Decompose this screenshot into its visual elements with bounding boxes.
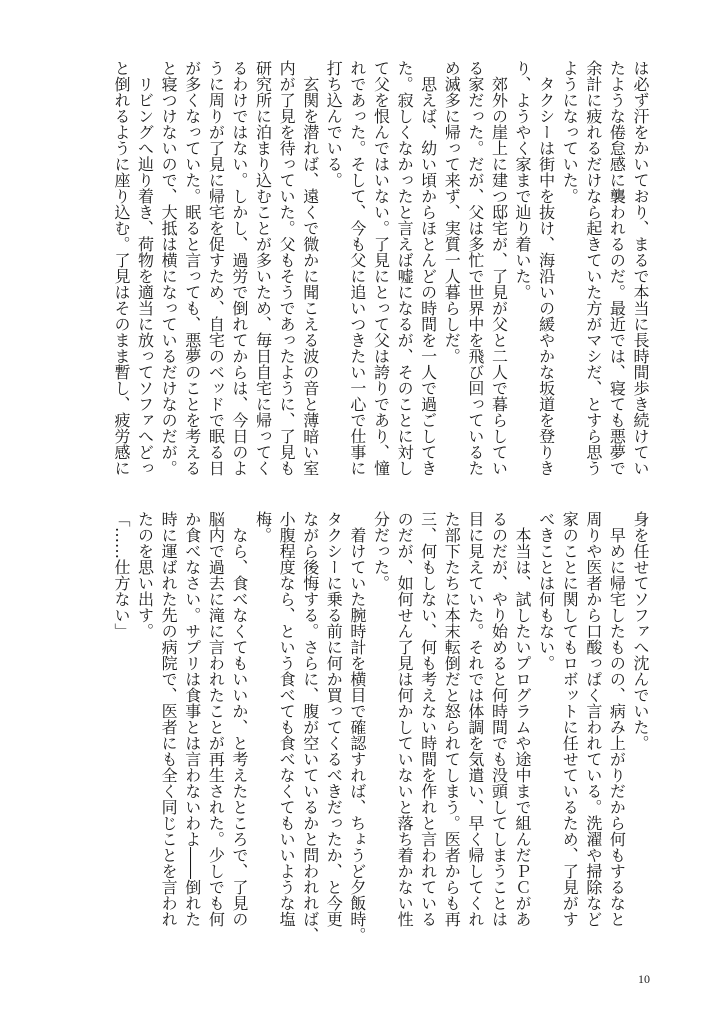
text-line: 三、何もしない、何も考えない時間を作れと言われている: [418, 511, 438, 927]
text-line: タクシーに乗る前に何か買ってくるべきだったか、と今更: [324, 511, 344, 927]
text-line: 玄関を潜れば、遠くで微かに聞こえる波の音と薄暗い室: [300, 60, 320, 476]
text-line: 梅。: [253, 511, 273, 543]
text-line: 余計に疲れるだけなら起きていた方がマシだ、とすら思う: [583, 60, 603, 476]
text-line: うに周りが了見に帰宅を促すため、自宅のベッドで眠る日: [206, 60, 226, 476]
text-block-bottom: [109, 511, 652, 941]
text-line: たような倦怠感に襲われるのだ。最近では、寝ても悪夢で: [607, 60, 627, 476]
text-line: た部下たちに本末転倒だと怒られてしまう。医者からも再: [442, 511, 462, 927]
text-line: ようになっていた。: [560, 60, 580, 204]
text-line: 「……仕方ない」: [111, 511, 131, 639]
page-number: 10: [638, 972, 650, 986]
text-line: ながら後悔する。さらに、腹が空いているかと問われれば、: [300, 511, 320, 943]
text-line: なら、食べなくてもいいか、と考えたところで、了見の: [229, 511, 249, 927]
text-line: リビングへ辿り着き、荷物を適当に放ってソファへどっ: [135, 60, 155, 476]
text-line: 着けていた腕時計を横目で確認すれば、ちょうど夕飯時。: [347, 511, 367, 943]
text-line: タクシーは街中を抜け、海沿いの緩やかな坂道を登りき: [536, 60, 556, 476]
text-block-top: [109, 60, 652, 490]
text-line: 郊外の崖上に建つ邸宅が、了見が父と二人で暮らしてい: [489, 60, 509, 476]
text-line: 周りや医者から口酸っぱく言われている。洗濯や掃除など: [583, 511, 603, 927]
text-line: 早めに帰宅したものの、病み上がりだから何もするなと: [607, 511, 627, 927]
text-line: のだが、如何せん了見は何かしていないと落ち着かない性: [395, 511, 415, 927]
text-line: 小腹程度なら、という食べても食べなくてもいいような塩: [277, 511, 297, 927]
text-line: て父を恨んではいない。了見にとって父は誇りであり、憧: [371, 60, 391, 476]
text-line: 家のことに関してもロボットに任せているため、了見がす: [560, 511, 580, 927]
text-line: か食べなさい。サプリは食事とは言わないわよ――倒れた: [182, 511, 202, 927]
text-line: べきことは何もない。: [536, 511, 556, 671]
text-line: 思えば、幼い頃からほとんどの時間を一人で過ごしてき: [418, 60, 438, 476]
text-line: 打ち込んでいる。: [324, 60, 344, 188]
text-line: 脳内で過去に滝に言われたことが再生された。少しでも何: [206, 511, 226, 927]
text-line: るのだが、やり始めると何時間でも没頭してしまうことは: [489, 511, 509, 927]
text-line: 身を任せてソファへ沈んでいた。: [631, 511, 650, 751]
text-line: と倒れるように座り込む。了見はそのまま暫し、疲労感に: [111, 60, 131, 476]
text-line: 分だった。: [371, 511, 391, 591]
text-line: が多くなっていた。眠ると言っても、悪夢のことを考える: [182, 60, 202, 476]
text-line: め滅多に帰って来ず、実質一人暮らしだ。: [442, 60, 462, 364]
text-line: り、ようやく家まで辿り着いた。: [513, 60, 533, 300]
text-line: 研究所に泊まり込むことが多いため、毎日自宅に帰ってく: [253, 60, 273, 476]
text-line: るわけではない。しかし、過労で倒れてからは、今日のよ: [229, 60, 249, 476]
text-line: る家だった。だが、父は多忙で世界中を飛び回っているた: [465, 60, 485, 476]
text-line: 本当は、試したいプログラムや途中まで組んだＰＣがあ: [513, 511, 533, 927]
text-line: は必ず汗をかいており、まるで本当に長時間歩き続けてい: [631, 60, 650, 476]
text-line: たのを思い出す。: [135, 511, 155, 639]
text-line: と寝つけないので、大抵は横になっているだけなのだが。: [159, 60, 179, 476]
text-line: れであった。そして、今も父に追いつきたい一心で仕事に: [347, 60, 367, 476]
text-line: 時に運ばれた先の病院で、医者にも全く同じことを言われ: [159, 511, 179, 927]
text-line: た。寂しくなかったと言えば嘘になるが、そのことに対し: [395, 60, 415, 476]
text-line: 内が了見を待っていた。父もそうであったように、了見も: [277, 60, 297, 476]
text-line: 目に見えていた。それでは体調を気遣い、早く帰してくれ: [465, 511, 485, 927]
